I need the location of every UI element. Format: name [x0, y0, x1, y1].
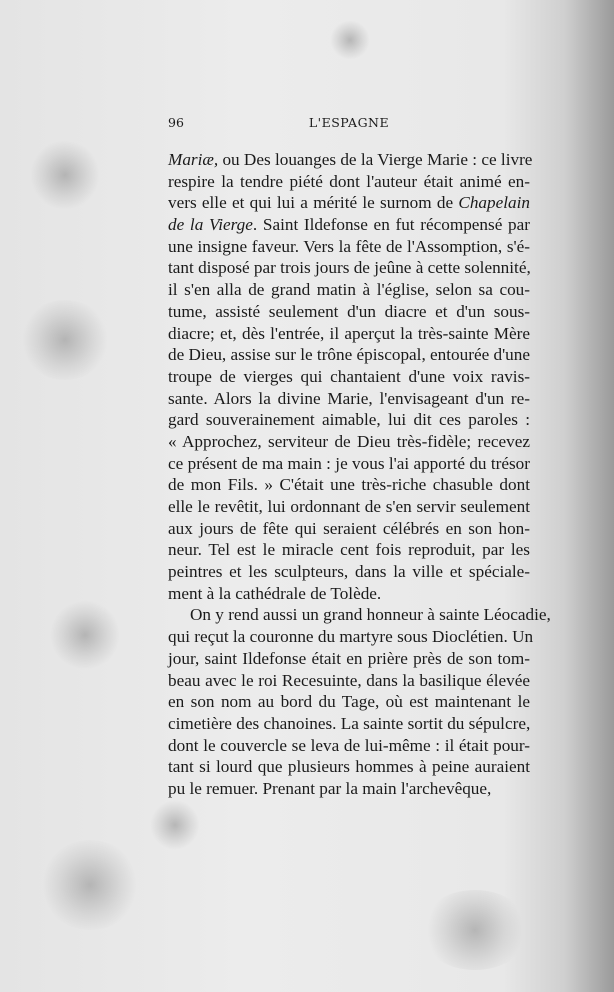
- text-segment: tant disposé par trois jours de jeûne à cette solennité,: [168, 258, 531, 278]
- text-line: [168, 474, 530, 496]
- text-line: [168, 691, 530, 713]
- text-line: [168, 670, 530, 692]
- foxing-spot: [20, 300, 110, 380]
- text-line: [168, 604, 551, 626]
- text-segment: diacre; et, dès l'entrée, il aperçut la très-sainte Mère: [168, 323, 530, 343]
- text-line: [168, 735, 530, 757]
- text-segment: jour, saint Ildefonse était en prière près de son tom-: [168, 648, 530, 668]
- text-line: [168, 409, 530, 431]
- text-segment: il s'en alla de grand matin à l'église, selon sa cou-: [168, 280, 530, 300]
- text-line: [168, 149, 533, 171]
- foxing-spot: [420, 890, 530, 970]
- text-line: [168, 257, 530, 279]
- text-line: [168, 648, 530, 670]
- text-segment: respire la tendre piété dont l'auteur était animé en-: [168, 171, 530, 191]
- text-segment: gard souverainement aimable, lui dit ces paroles :: [168, 410, 530, 430]
- text-line: [168, 301, 530, 323]
- italic-text: Mariæ,: [168, 150, 219, 169]
- foxing-spot: [150, 800, 200, 850]
- text-segment: ce présent de ma main : je vous l'ai apporté du trésor: [168, 453, 530, 473]
- text-line: [168, 496, 530, 518]
- page-header: [168, 115, 530, 135]
- text-line: [168, 431, 530, 453]
- text-segment: beau avec le roi Recesuinte, dans la basilique élevée: [168, 670, 530, 690]
- text-line: [168, 626, 534, 648]
- text-segment: elle le revêtit, lui ordonnant de s'en servir seulement: [168, 497, 530, 516]
- text-segment: une insigne faveur. Vers la fête de l'Assomption, s'é-: [168, 236, 530, 256]
- text-segment: neur. Tel est le miracle cent fois reproduit, par les: [168, 540, 530, 560]
- foxing-spot: [50, 600, 120, 670]
- text-segment: de mon Fils. » C'était une très-riche chasuble dont: [168, 475, 530, 495]
- text-line: [168, 388, 530, 410]
- text-segment: ment à la cathédrale de Tolède.: [168, 583, 382, 603]
- text-segment: ou Des louanges de la Vierge Marie : ce livre: [218, 150, 533, 169]
- body-text: [168, 149, 551, 800]
- text-line: [168, 323, 530, 345]
- text-line: [168, 279, 530, 301]
- foxing-spot: [40, 840, 140, 930]
- foxing-spot: [30, 140, 100, 210]
- text-segment: troupe de vierges qui chantaient d'une voix ravis-: [168, 366, 530, 386]
- text-segment: sante. Alors la divine Marie, l'envisageant d'un re-: [168, 388, 530, 408]
- italic-text: de la Vierge: [168, 215, 253, 235]
- text-segment: . Saint Ildefonse en fut récompensé par: [252, 215, 530, 235]
- text-line: [168, 453, 530, 475]
- text-segment: qui reçut la couronne du martyre sous Dioclétien. Un: [168, 627, 534, 647]
- text-line: [168, 366, 530, 388]
- text-segment: dont le couvercle se leva de lui-même : il était pour-: [168, 735, 530, 755]
- text-segment: vers elle et qui lui a mérité le surnom de: [168, 193, 459, 213]
- text-segment: peintres et les sculpteurs, dans la ville et spéciale-: [168, 562, 530, 582]
- text-line: [168, 236, 530, 258]
- text-line: [168, 561, 530, 583]
- text-line: [168, 583, 530, 605]
- text-segment: pu le remuer. Prenant par la main l'archevêque,: [168, 778, 492, 798]
- text-line: [168, 713, 530, 735]
- page-number: 96: [168, 115, 184, 130]
- text-segment: tant si lourd que plusieurs hommes à peine auraient: [168, 757, 530, 777]
- foxing-spot: [330, 20, 370, 60]
- text-line: [168, 778, 530, 800]
- text-line: [168, 756, 530, 778]
- text-line: [168, 539, 530, 561]
- text-line: [168, 214, 530, 236]
- italic-text: Chapelain: [458, 193, 530, 213]
- text-segment: tume, assisté seulement d'un diacre et d'un sous-: [168, 301, 530, 321]
- text-segment: en son nom au bord du Tage, où est maintenant le: [168, 692, 530, 712]
- text-segment: « Approchez, serviteur de Dieu très-fidèle; recevez: [168, 431, 530, 451]
- text-line: [168, 518, 530, 540]
- text-segment: On y rend aussi un grand honneur à sainte Léocadie,: [190, 605, 551, 625]
- text-line: [168, 171, 530, 193]
- text-line: [168, 344, 530, 366]
- running-title: L'ESPAGNE: [308, 115, 390, 130]
- text-segment: de Dieu, assise sur le trône épiscopal, entourée d'une: [168, 345, 531, 365]
- text-line: [168, 192, 530, 214]
- text-segment: cimetière des chanoines. La sainte sortit du sépulcre,: [168, 713, 531, 733]
- text-segment: aux jours de fête qui seraient célébrés en son hon-: [168, 518, 530, 538]
